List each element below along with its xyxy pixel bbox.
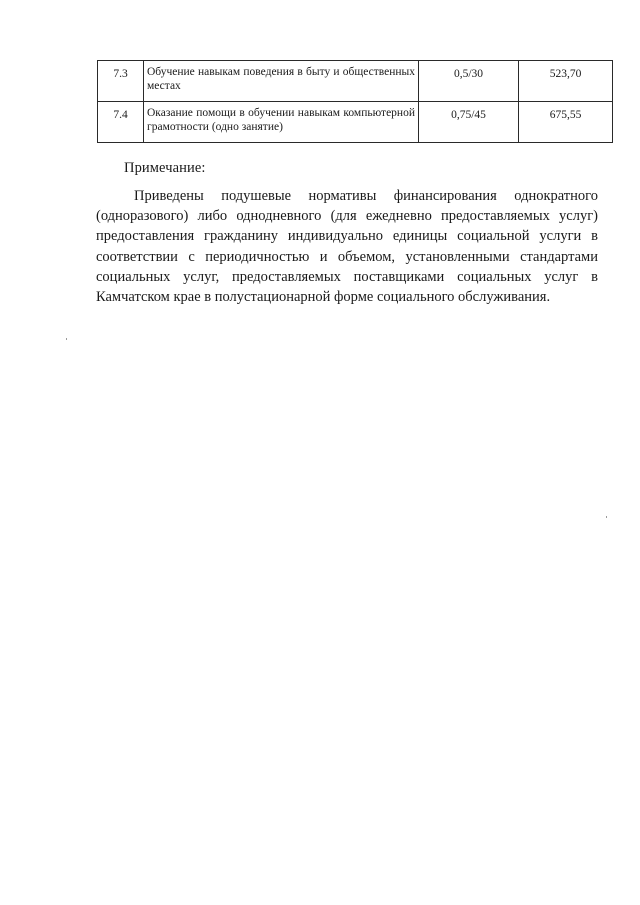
service-number-cell: 7.4 [98, 102, 144, 143]
note-heading: Примечание: [124, 160, 206, 176]
table-row [98, 61, 613, 102]
services-table [97, 60, 613, 143]
scan-speck [66, 338, 67, 340]
service-price-cell: 675,55 [519, 102, 613, 143]
service-price-cell: 523,70 [519, 61, 613, 102]
service-number-cell: 7.3 [98, 61, 144, 102]
service-periodicity-cell: 0,75/45 [419, 102, 519, 143]
service-name-cell: Оказание помощи в обучении навыкам компьютерной грамотности (одно занятие) [144, 102, 419, 143]
note-paragraph: Приведены подушевые нормативы финансирования однократного (одноразового) либо однодневного (для ежедневно предоставляемых услуг) предоставления гражданину индивидуально единицы социальной услуги в соответствии с периодичностью и объемом, установленными стандартами социальных услуг, предоставляемых поставщиками социальных услуг в Камчатском крае в полустационарной форме социального обслуживания. [96, 188, 598, 306]
table-row [98, 102, 613, 143]
service-name-cell: Обучение навыкам поведения в быту и общественных местах [144, 61, 419, 102]
scan-speck [606, 516, 607, 518]
service-periodicity-cell: 0,5/30 [419, 61, 519, 102]
